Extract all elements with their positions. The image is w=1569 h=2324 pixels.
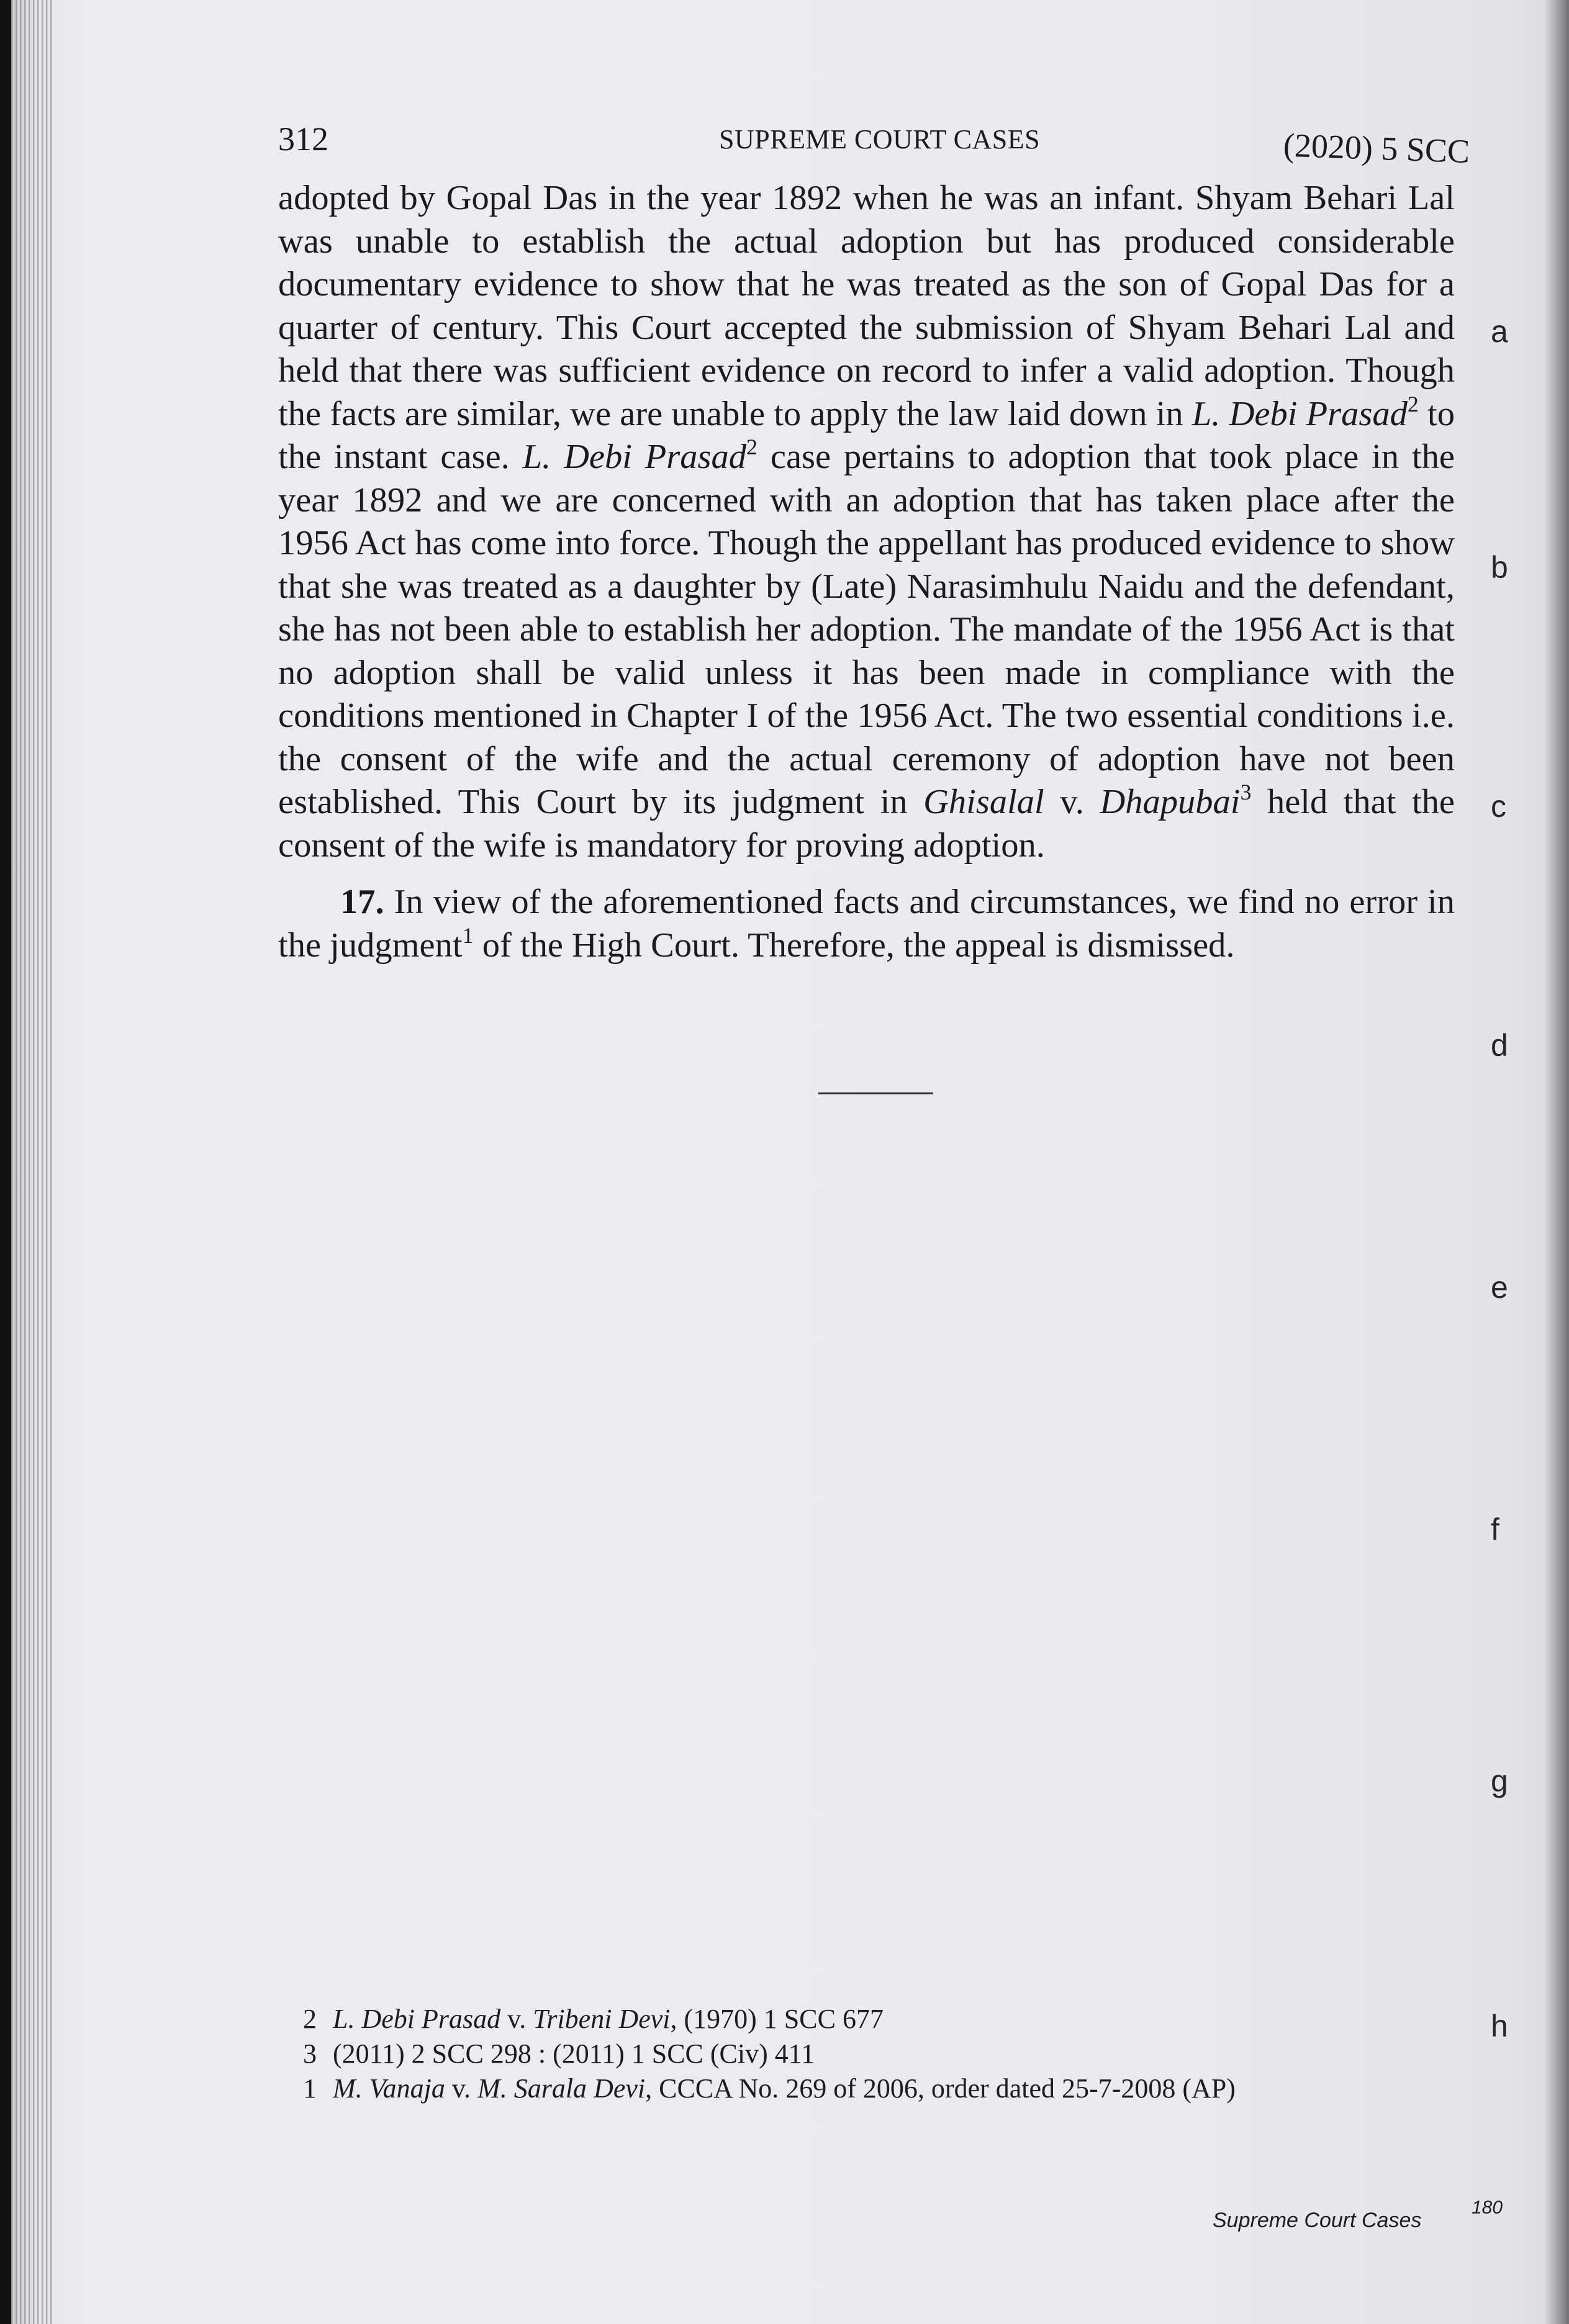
case-name: Tribeni Devi [533,2004,671,2034]
footnote-number: 2 [303,2004,317,2034]
case-name: Dhapubai [1100,783,1241,821]
page-header [278,115,1470,171]
margin-letter-e: e [1491,1270,1508,1305]
volume-citation: (2020) 5 SCC [1283,126,1470,170]
paragraph-number: 17. [340,883,384,921]
citation-text: (2011) 2 SCC 298 : (2011) 1 SCC (Civ) 411 [333,2038,815,2069]
footnote-ref: 2 [1407,391,1419,417]
footnote-number: 1 [303,2073,317,2104]
page-right-shadow [1544,0,1569,2324]
text-run: held that the consent of the wife is mandatory for proving adoption. [278,783,1455,865]
margin-letter-b: b [1491,550,1508,585]
text-run: case pertains to adoption that took place in the year 1892 and we are concerned with an adoption that has taken place after the 1956 Act has come into force. Though the appellant has produced evidence to show that she was treated as a daughter by (Late) Narasimhulu Naidu and the defendant, she has not been able to establish her adoption. The mandate of the 1956 Act is that no adoption shall be valid unless it has been made in compliance with the conditions mentioned in Chapter I of the 1956 Act. The two essential conditions i.e. the consent of the wife and the actual ceremony of adoption have not been established. This Court by its judgment in [278,438,1455,821]
case-name: Ghisalal [923,783,1044,821]
margin-letter-c: c [1491,789,1506,824]
case-name: L. Debi Prasad [522,438,747,476]
versus: v. [445,2073,478,2104]
page-number: 312 [278,120,328,158]
citation-text: , (1970) 1 SCC 677 [670,2004,884,2034]
footer-page-number: 180 [1472,2197,1503,2218]
page-edge-stack [11,0,55,2324]
journal-title: SUPREME COURT CASES [719,124,1041,155]
footer-brand: Supreme Court Cases [1213,2209,1422,2232]
text-run: adopted by Gopal Das in the year 1892 when he was an infant. Shyam Behari Lal was unable to establish the actual adoption but has produced considerable documentary evidence to show that he was treated as the son of Gopal Das for a quarter of century. This Court accepted the submission of Shyam Behari Lal and held that there was sufficient evidence on record to infer a valid adoption. Though the facts are similar, we are unable to apply the law laid down in [278,179,1455,433]
case-name: M. Sarala Devi [477,2073,646,2104]
versus: v. [500,2004,533,2034]
margin-letter-g: g [1491,1763,1508,1798]
scanned-page [11,0,1569,2324]
margin-letter-a: a [1491,314,1508,349]
margin-letter-h: h [1491,2009,1508,2043]
footnote-ref: 1 [462,922,474,948]
text-run: of the High Court. Therefore, the appeal is dismissed. [473,926,1235,965]
citation-text: , CCCA No. 269 of 2006, order dated 25-7-2008 (AP) [645,2073,1236,2104]
end-of-judgment-rule [818,1092,933,1094]
footnote-2 [303,2002,1359,2037]
footnote-ref: 2 [746,435,758,459]
judgment-body [278,177,1455,967]
margin-letter-f: f [1491,1512,1499,1547]
footnote-1 [303,2071,1359,2106]
case-name: L. Debi Prasad [333,2004,501,2034]
text-run: In view of the aforementioned facts and circumstances, we find no error in the judgment [278,883,1455,965]
versus: v. [1044,783,1100,821]
footnote-number: 3 [303,2038,317,2069]
paragraph-continued [278,177,1455,867]
footnote-ref: 3 [1240,780,1252,804]
footnotes [303,2002,1359,2106]
footnote-3 [303,2037,1359,2071]
case-name: M. Vanaja [333,2073,445,2104]
text-run: to the instant case. [278,394,1455,476]
paragraph-17 [278,881,1455,967]
case-name: L. Debi Prasad [1191,394,1408,433]
margin-letter-d: d [1491,1028,1508,1063]
